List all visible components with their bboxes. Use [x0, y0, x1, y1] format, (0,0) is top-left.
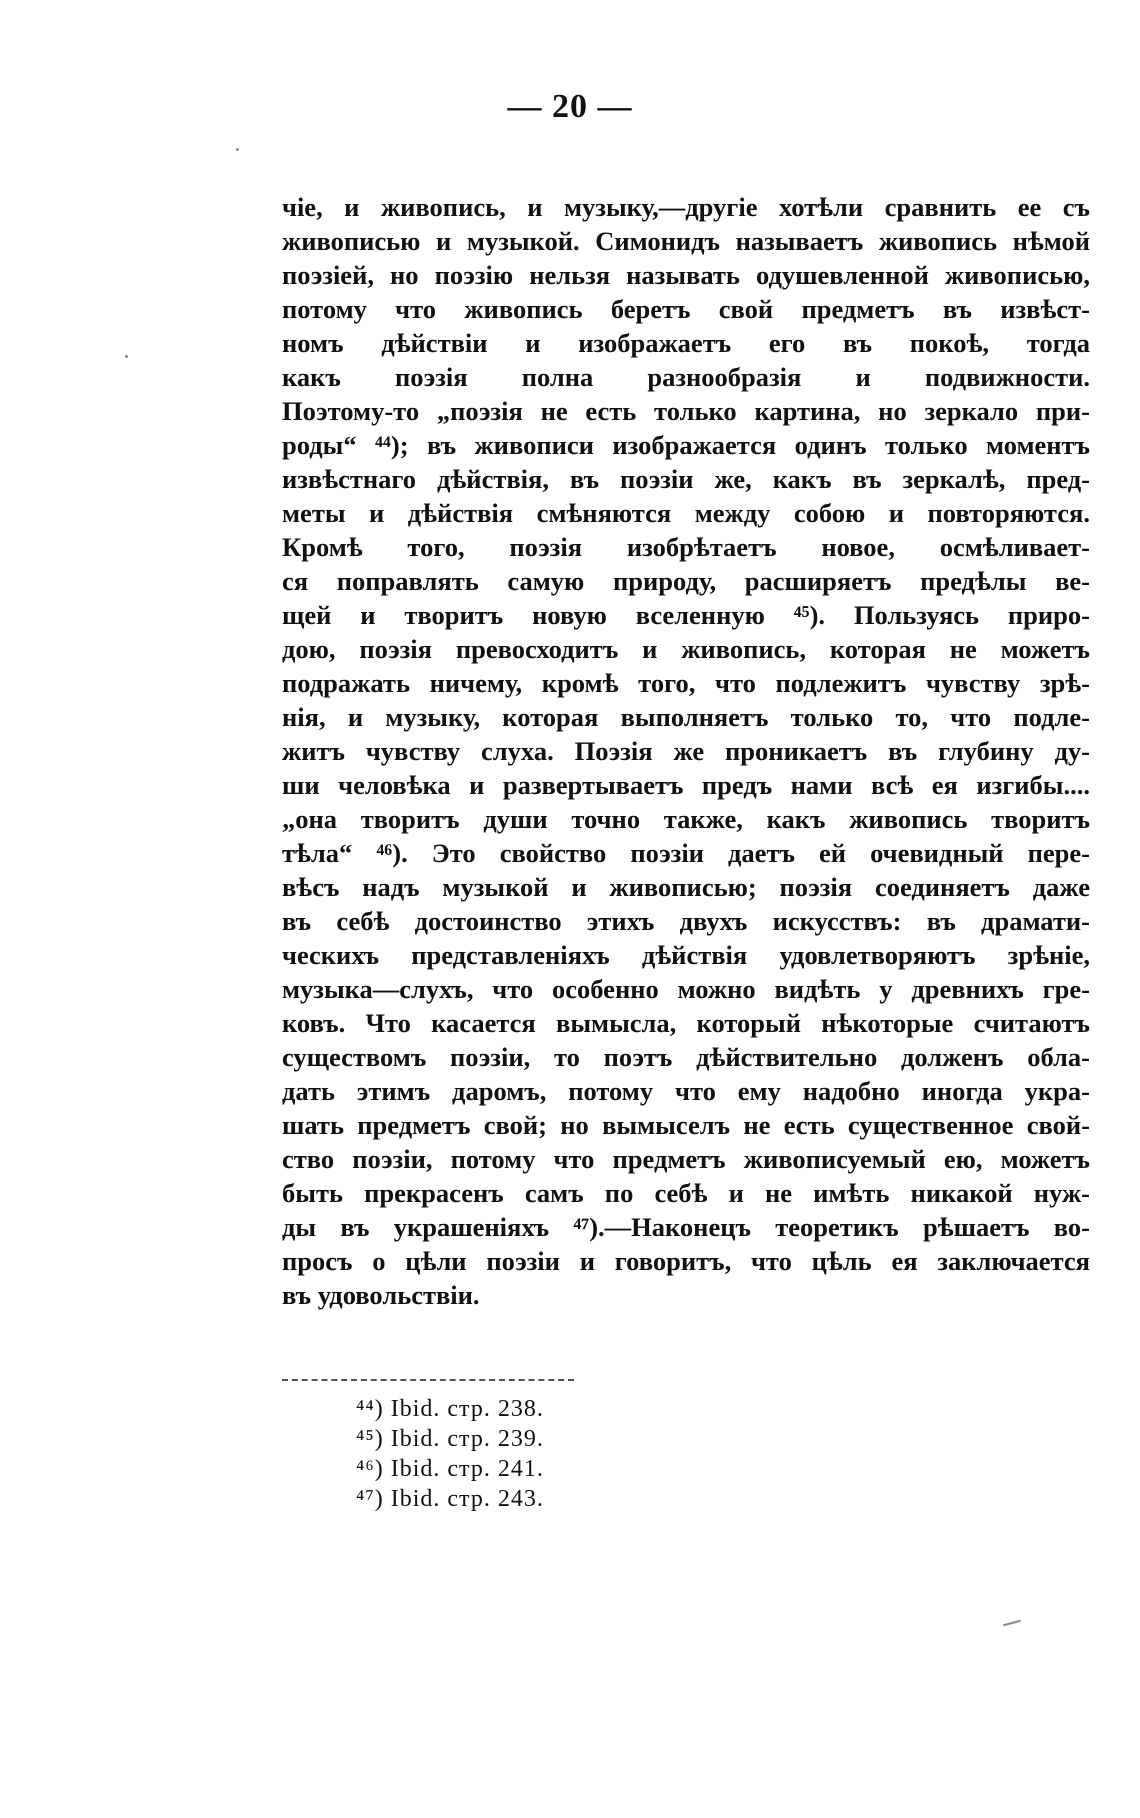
footnote: ⁴⁶) Ibid. стр. 241.	[356, 1456, 544, 1482]
footnote: ⁴⁵) Ibid. стр. 239.	[356, 1426, 544, 1452]
text-line: роды“ ⁴⁴); въ живописи изображается одинъ только моментъ	[282, 430, 1090, 460]
footnote: ⁴⁴) Ibid. стр. 238.	[356, 1396, 544, 1422]
footnote: ⁴⁷) Ibid. стр. 243.	[356, 1486, 544, 1512]
text-line: какъ поэзія полна разнообразія и подвижности.	[282, 362, 1090, 392]
scan-speck	[125, 355, 128, 358]
text-line: поэзіей, но поэзію нельзя называть одушевленной живописью,	[282, 260, 1090, 290]
text-line: нія, и музыку, которая выполняетъ только то, что подле-	[282, 702, 1090, 732]
text-line: чіе, и живопись, и музыку,—другіе хотѣли сравнить ее съ	[282, 192, 1090, 222]
text-line: ческихъ представленіяхъ дѣйствія удовлетворяютъ зрѣніе,	[282, 940, 1090, 970]
text-line: ся поправлять самую природу, расширяетъ предѣлы ве-	[282, 566, 1090, 596]
text-line: шать предметъ свой; но вымыселъ не есть существенное свой-	[282, 1110, 1090, 1140]
text-line: извѣстнаго дѣйствія, въ поэзіи же, какъ въ зеркалѣ, пред-	[282, 464, 1090, 494]
text-line: дать этимъ даромъ, потому что ему надобно иногда укра-	[282, 1076, 1090, 1106]
text-line: музыка—слухъ, что особенно можно видѣть у древнихъ гре-	[282, 974, 1090, 1004]
text-line: потому что живопись беретъ свой предметъ въ извѣст-	[282, 294, 1090, 324]
text-line: ство поэзіи, потому что предметъ живописуемый ею, можетъ	[282, 1144, 1090, 1174]
text-line: житъ чувству слуха. Поэзія же проникаетъ въ глубину ду-	[282, 736, 1090, 766]
footnote-divider	[282, 1379, 574, 1381]
text-line: вѣсъ надъ музыкой и живописью; поэзія соединяетъ даже	[282, 872, 1090, 902]
text-line: ды въ украшеніяхъ ⁴⁷).—Наконецъ теоретикъ рѣшаетъ во-	[282, 1212, 1090, 1242]
text-line: просъ о цѣли поэзіи и говоритъ, что цѣль ея заключается	[282, 1246, 1090, 1276]
text-line: въ себѣ достоинство этихъ двухъ искусствъ: въ драмати-	[282, 906, 1090, 936]
text-line: номъ дѣйствіи и изображаетъ его въ покоѣ, тогда	[282, 328, 1090, 358]
text-line: подражать ничему, кромѣ того, что подлежитъ чувству зрѣ-	[282, 668, 1090, 698]
page-number: — 20 —	[507, 88, 633, 125]
text-line: ши человѣка и развертываетъ предъ нами всѣ ея изгибы....	[282, 770, 1090, 800]
text-line: Кромѣ того, поэзія изобрѣтаетъ новое, осмѣливает-	[282, 532, 1090, 562]
text-line: живописью и музыкой. Симонидъ называетъ живопись нѣмой	[282, 226, 1090, 256]
text-line: дою, поэзія превосходитъ и живопись, которая не можетъ	[282, 634, 1090, 664]
text-line: въ удовольствіи.	[282, 1280, 480, 1310]
text-line: щей и творитъ новую вселенную ⁴⁵). Пользуясь приро-	[282, 600, 1090, 630]
text-line: Поэтому-то „поэзія не есть только картина, но зеркало при-	[282, 396, 1090, 426]
text-line: ковъ. Что касается вымысла, который нѣкоторые считаютъ	[282, 1008, 1090, 1038]
text-line: меты и дѣйствія смѣняются между собою и повторяются.	[282, 498, 1090, 528]
text-line: быть прекрасенъ самъ по себѣ и не имѣть никакой нуж-	[282, 1178, 1090, 1208]
footnotes	[356, 1394, 756, 1514]
text-line: существомъ поэзіи, то поэтъ дѣйствительно долженъ обла-	[282, 1042, 1090, 1072]
text-line: тѣла“ ⁴⁶). Это свойство поэзіи даетъ ей очевидный пере-	[282, 838, 1090, 868]
scan-speck	[1003, 1620, 1021, 1627]
text-line: „она творитъ души точно также, какъ живопись творитъ	[282, 804, 1090, 834]
body-text	[282, 190, 1090, 1312]
scan-speck	[236, 148, 239, 151]
